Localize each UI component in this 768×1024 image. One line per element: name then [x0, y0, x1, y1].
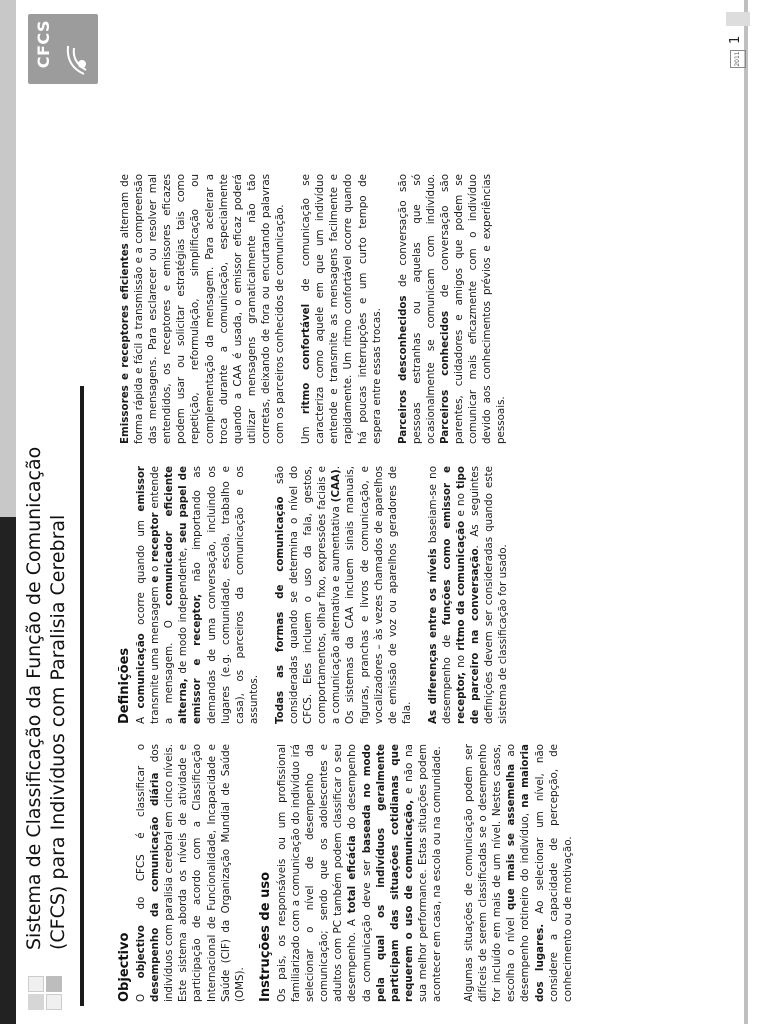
algumas-paragraph: Algumas situações de comunicação podem ser difíceis de serem classificadas se o desempenho for incluído em mais de um nível. Nestes casos, escolha o nível que mais se assemelha ao desempenho rotineiro do indivíduo, na maioria dos lugares. Ao selecionar um nível, não considere a capacidade de percepção, de conhecimento ou de motivação. — [463, 743, 574, 1002]
todas-formas-paragraph: Todas as formas de comunicação são consideradas quando se determina o nível do CFCS. Eles incluem o uso da fala, gestos, comportamentos, olhar fixo, expressões faciais e a comunicação alternativa e aumentativa (CAA). Os sistemas da CAA incluem sinais manuais, figuras, pranchas e livros de comunicação, e vocalizadores – às vezes chamados de aparelhos de emissão de voz ou aparelhos geradores de fala. — [273, 466, 413, 724]
logo-figure-icon — [62, 42, 88, 76]
year-badge: 2011 — [730, 50, 746, 68]
footer-rule — [744, 0, 748, 1024]
column-3 — [118, 174, 520, 444]
header-dark-bar — [0, 517, 16, 1024]
section-heading-objectivo: Objectivo — [117, 932, 132, 1002]
column-1 — [118, 744, 587, 1002]
logo-text: CFCS — [34, 20, 53, 69]
instrucoes-paragraph: Os pais, os responsáveis ou um profissional familiarizado com a comunicação do indivíduo irá selecionar o nível de desempenho da comunicação; sendo que os adolescentes e adultos com PC também podem classificar o seu desempenho. A total eficácia do desempenho da comunicação deve ser baseada no modo pela qual os indivíduos geralmente participam das situações cotidianas que requerem o uso de comunicação, e não na sua melhor performance. Estas situações podem acontecer em casa, na escola ou na comunidade. — [275, 744, 443, 1002]
title-line-2: (CFCS) para Indivíduos com Paralisia Cerebral — [47, 514, 69, 950]
column-2 — [118, 466, 522, 724]
definicoes-paragraph: A comunicação ocorre quando um emissor transmite uma mensagem e o receptor entende a mensagem. O comunicador eficiente alterna, de modo independente, seu papel de emissor e receptor, não importando as demandas de uma conversação, incluindo os lugares (e.g. comunidade, escola, trabalho e casa), os parceiros da comunicação e os assuntos. — [135, 466, 260, 724]
parceiros-paragraph: Parceiros desconhecidos de conversação são pessoas estranhas ou aquelas que só ocasionalmente se comunicam com indivíduo. Parceiros conhecidos de conversação são parentes, cuidadores e amigos que podem se comunicar mais eficazmente com o indivíduo devido aos conhecimentos prévios e experiências pessoais. — [396, 174, 508, 444]
header-gray-bar — [0, 0, 16, 517]
page-number: 1 — [728, 35, 743, 44]
section-heading-instrucoes: Instruções de uso — [257, 872, 273, 1002]
decorative-squares-icon — [28, 974, 64, 1010]
section-heading-definicoes: Definições — [117, 647, 132, 724]
ritmo-paragraph: Um ritmo confortável de comunicação se caracteriza como aquele em que um indivíduo entende e transmite as mensagens facilmente e rapidamente. Um ritmo confortável ocorre quando há poucas interrupções e um curto tempo de espera entre essas trocas. — [300, 174, 383, 444]
page-title — [22, 250, 70, 950]
footer-corner-deco — [726, 12, 750, 26]
emissores-paragraph: Emissores e receptores eficientes alternam de forma rápida e fácil a transmissão e a compreensão das mensagens. Para esclarecer ou resolver mal entendidos, os receptores e emissores eficazes podem usar ou solicitar estratégias tais como repetição, reformulação, simplificação ou complementação da mensagem. Para acelerar a troca durante a comunicação, especialmente quando a CAA é usada, o emissor eficaz poderá utilizar mensagens gramaticalmente não tão corretas, deixando de fora ou encurtando palavras com os parceiros conhecidos de comunicação. — [119, 174, 287, 444]
cfcs-logo — [28, 14, 98, 84]
objectivo-paragraph: O objectivo do CFCS é classificar o desempenho da comunicação diária dos indivíduos com paralisia cerebral em cinco níveis. Este sistema aborda os níveis de atividade e participação de acordo com a Classificação Internacional de Funcionalidade, Incapacidade e Saúde (CIF) da Organização Mundial de Saúde (OMS). — [135, 744, 246, 1002]
title-line-1: Sistema de Classificação da Função de Comunicação — [23, 446, 45, 950]
title-underline — [80, 386, 84, 1006]
diferencas-paragraph: As diferenças entre os níveis baseiam-se no desempenho de funções como emissor e receptor, no ritmo da comunicação e no tipo de parceiro na conversação. As seguintes definições devem ser consideradas quando este sistema de classificação for usado. — [426, 466, 510, 724]
